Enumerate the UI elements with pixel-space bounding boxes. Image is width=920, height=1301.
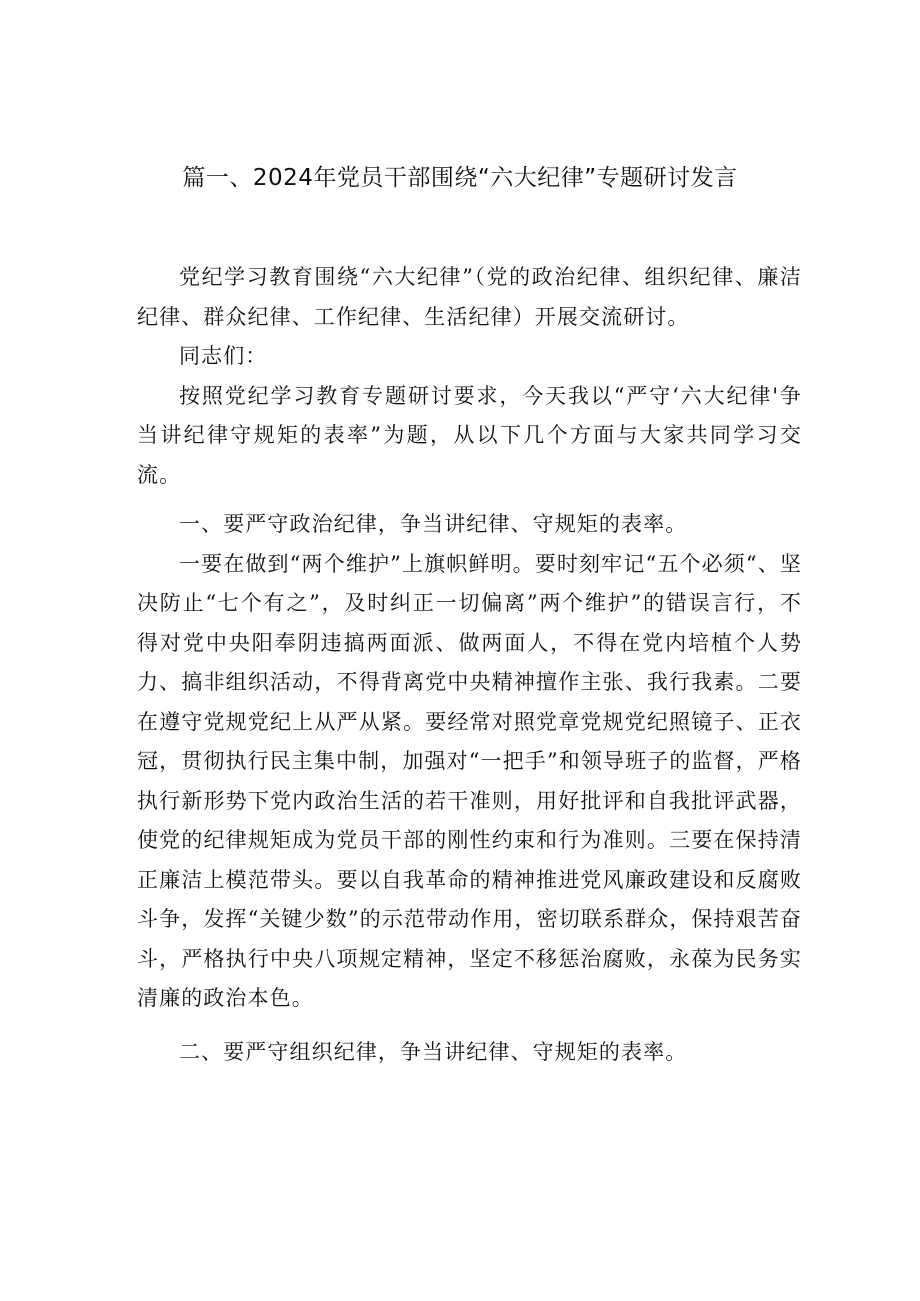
document-body (137, 258, 802, 1072)
section-heading-political-discipline: 一、要严守政治纪律，争当讲纪律、守规矩的表率。 (179, 512, 688, 536)
section-heading-organizational-discipline: 二、要严守组织纪律，争当讲纪律、守规矩的表率。 (179, 1039, 688, 1064)
opening-paragraph: 按照党纪学习教育专题研讨要求，今天我以“严守‘六大纪律'争当讲纪律守规矩的表率”为题，从以下几个方面与大家共同学习交流。 (137, 383, 802, 487)
intro-paragraph: 党纪学习教育围绕“六大纪律”（党的政治纪律、组织纪律、廉洁纪律、群众纪律、工作纪律、生活纪律）开展交流研讨。 (137, 265, 802, 329)
salutation: 同志们： (179, 344, 268, 368)
political-discipline-paragraph: 一要在做到“两个维护”上旗帜鲜明。要时刻牢记“五个必须“、坚决防止“七个有之”，及时纠正一切偏离”两个维护”的错误言行，不得对党中央阳奉阴违搞两面派、做两面人，不得在党内培植个人势力、搞非组织活动，不得背离党中央精神擅作主张、我行我素。二要在遵守党规党纪上从严从紧。要经常对照党章党规党纪照镜子、正衣冠，贯彻执行民主集中制，加强对“一把手”和领导班子的监督，严格执行新形势下党内政治生活的若干准则，用好批评和自我批评武器，使党的纪律规矩成为党员干部的刚性约束和行为准则。三要在保持清正廉洁上模范带头。要以自我革命的精神推进党风廉政建设和反腐败斗争，发挥“关键少数”的示范带动作用，密切联系群众，保持艰苦奋斗，严格执行中央八项规定精神，坚定不移惩治腐败，永葆为民务实清廉的政治本色。 (137, 551, 802, 1010)
document-title: 篇一、2024年党员干部围绕“六大纪律”专题研讨发言 (182, 165, 738, 191)
